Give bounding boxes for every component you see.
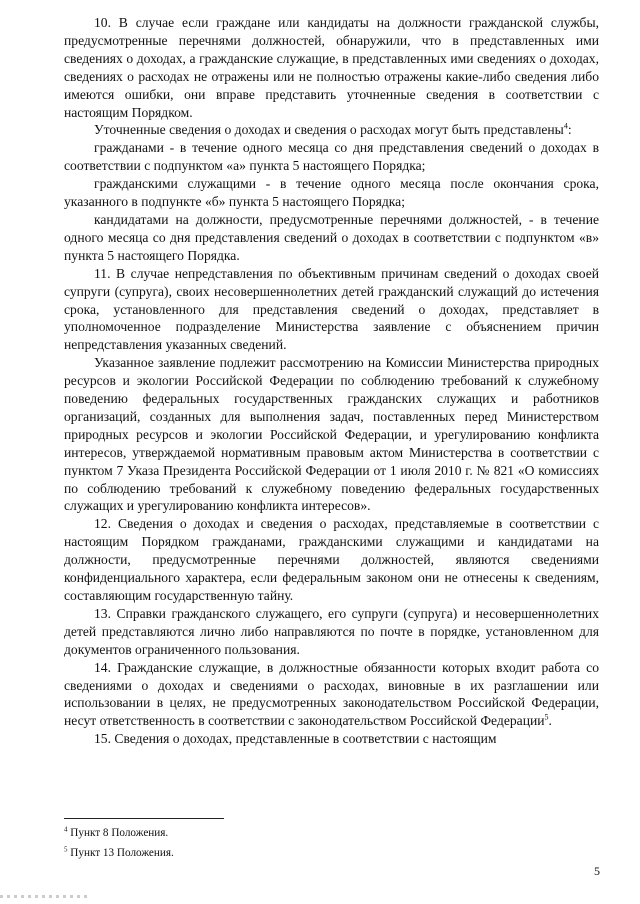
footnote-5 (64, 846, 174, 860)
paragraph-10-citizens: гражданами - в течение одного месяца со дня представления сведений о доходах в соответствии с подпунктом «а» пункта 5 настоящего Порядка; (64, 140, 599, 174)
paragraph-13: 13. Справки гражданского служащего, его супруги (супруга) и несовершеннолетних детей представляются лично либо направляются по почте в порядке, установленном для документов ограниченного пользования. (64, 605, 599, 657)
paragraph-10-civil-servants: гражданскими служащими - в течение одного месяца после окончания срока, указанного в подпункте «б» пункта 5 настоящего Порядка; (64, 176, 599, 210)
footnote-ref-4[interactable]: 4 (563, 121, 568, 131)
scan-artifact (0, 895, 90, 898)
paragraph-11: 11. В случае непредставления по объективным причинам сведений о доходах своей супруги (супруга), своих несовершеннолетних детей гражданский служащий до истечения срока, установленного для представления сведений о доходах, представляет в уполномоченное подразделение Министерства заявление с объяснением причин непредставления указанных сведений. (64, 265, 599, 353)
paragraph-10-clarified (64, 121, 599, 139)
paragraph-10: 10. В случае если граждане или кандидаты на должности гражданской службы, предусмотренные перечнями должностей, обнаружили, что в представленных ими сведениях о доходах, а гражданские служащие, в представленных ими сведениях о доходах, сведениях о расходах не отражены или не полностью отражены какие-либо сведения либо имеются ошибки, они вправе представить уточненные сведения в соответствии с настоящим Порядком. (64, 15, 599, 120)
paragraph-11-statement: Указанное заявление подлежит рассмотрению на Комиссии Министерства природных ресурсов и экологии Российской Федерации по соблюдению требований к служебному поведению федеральных государственных гражданских служащих и работников организаций, созданных для выполнения задач, поставленных перед Министерством природных ресурсов и экологии Российской Федерации, и урегулированию конфликта интересов, утверждаемой нормативным правовым актом Министерства в соответствии с пунктом 7 Указа Президента Российской Федерации от 1 июля 2010 г. № 821 «О комиссиях по соблюдению требований к служебному поведению федеральных государственных служащих и урегулированию конфликта интересов». (64, 355, 599, 514)
paragraph-12: 12. Сведения о доходах и сведения о расходах, представляемые в соответствии с настоящим Порядком гражданами, гражданскими служащими и кандидатами на должности, предусмотренные перечнями должностей, являются сведениями конфиденциального характера, если федеральным законом они не отнесены к сведениям, составляющим государственную тайну. (64, 516, 599, 603)
paragraph-14-text: 14. Гражданские служащие, в должностные обязанности которых входит работа со сведениями о доходах и сведениями о расходах, виновные в их разглашении или использовании в целях, не предусмотренных законодательством Российской Федерации, несут ответственность в соответствии с законодательством Российской Федерации (64, 659, 599, 729)
footnote-separator (64, 818, 224, 819)
footnote-ref-5[interactable]: 5 (544, 712, 549, 722)
paragraph-10-clarified-colon: : (567, 122, 572, 138)
document-body (64, 14, 599, 748)
footnote-5-text: Пункт 13 Положения. (70, 847, 174, 859)
paragraph-14-period: . (548, 713, 552, 729)
page-number: 5 (594, 864, 600, 878)
paragraph-15: 15. Сведения о доходах, представленные в соответствии с настоящим (94, 731, 497, 747)
footnote-4-text: Пункт 8 Положения. (70, 827, 169, 839)
footnote-4 (64, 826, 168, 840)
footnote-5-mark: 5 (64, 845, 68, 854)
paragraph-10-clarified-text: Уточненные сведения о доходах и сведения о расходах могут быть представлены (94, 122, 564, 138)
paragraph-10-candidates: кандидатами на должности, предусмотренные перечнями должностей, - в течение одного месяца со дня представления сведений о доходах в соответствии с подпунктом «в» пункта 5 настоящего Порядка. (64, 211, 599, 263)
footnote-4-mark: 4 (64, 825, 68, 834)
paragraph-14 (64, 659, 599, 731)
